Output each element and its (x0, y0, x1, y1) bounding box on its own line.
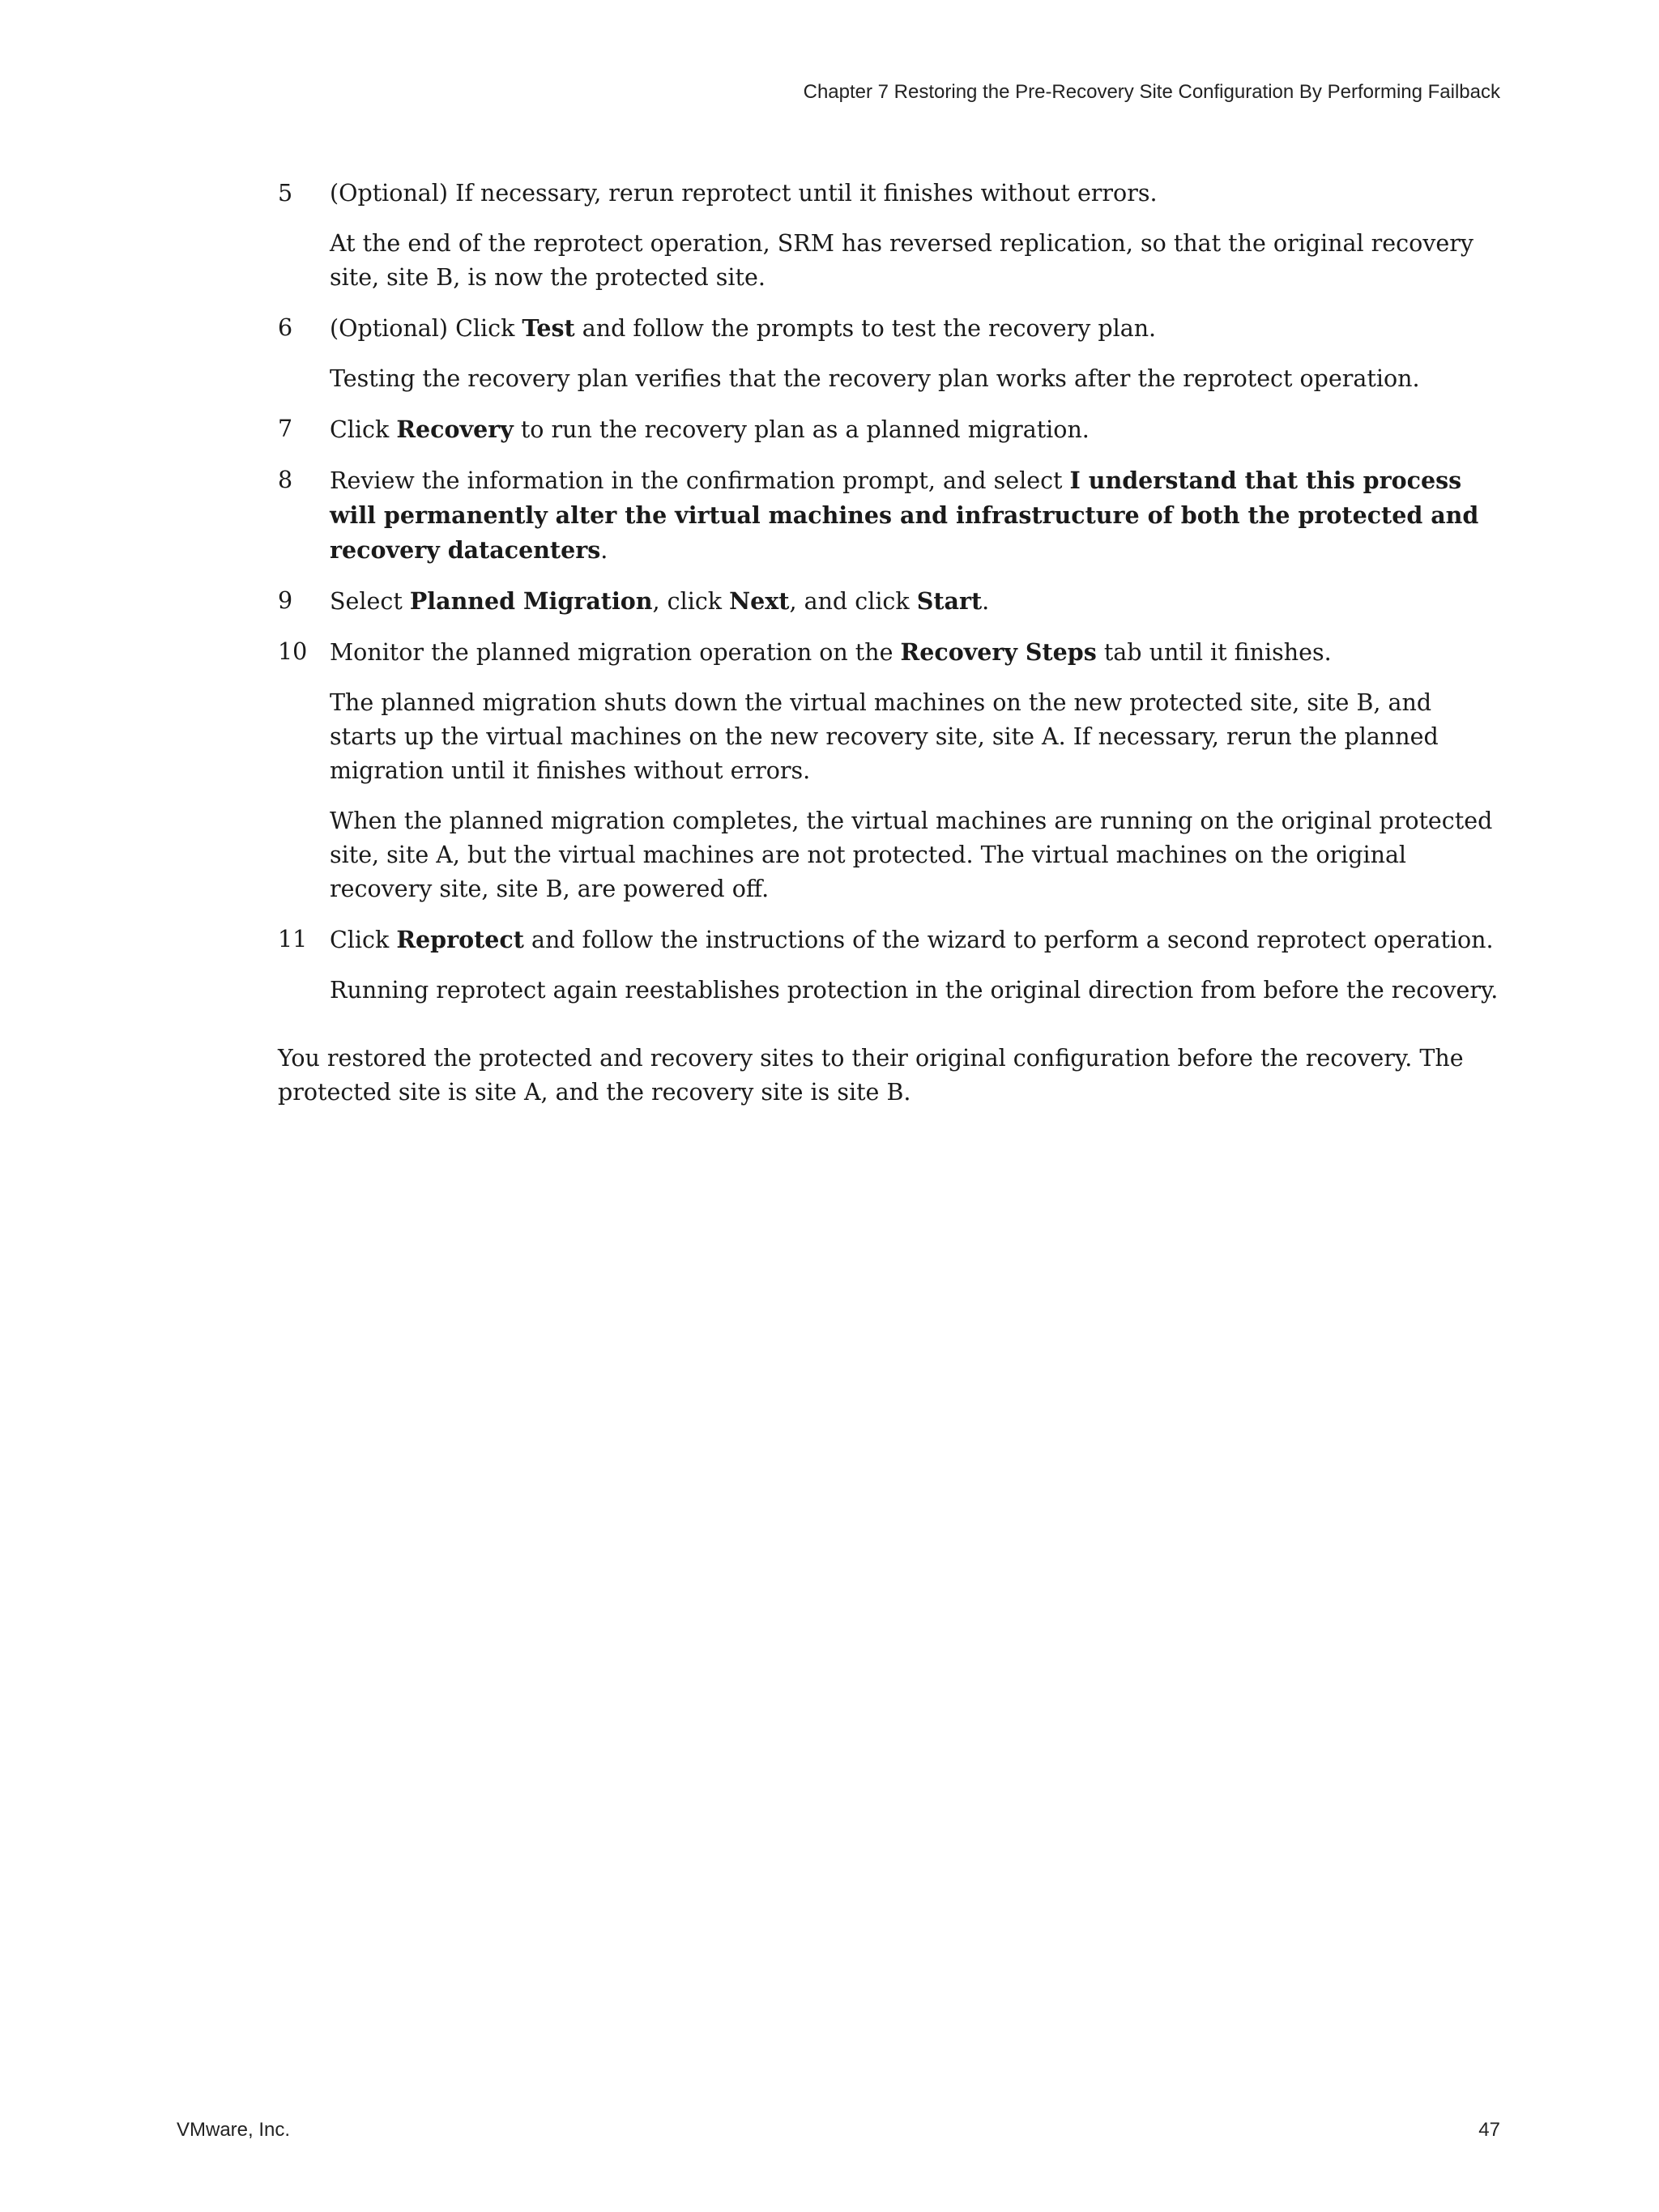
step-text: Monitor the planned migration operation on the Recovery Steps tab until it finishes. (330, 638, 1332, 666)
running-header: Chapter 7 Restoring the Pre-Recovery Site Configuration By Performing Failback (803, 81, 1500, 103)
step-number: 5 (278, 180, 293, 207)
step-8 (278, 463, 1501, 568)
summary-paragraph: You restored the protected and recovery sites to their original configuration before the recovery. The protected site is site A, and the recovery site is site B. (278, 1045, 1464, 1106)
step-number: 7 (278, 416, 293, 442)
step-result: At the end of the reprotect operation, SRM has reversed replication, so that the original recovery site, site B, is now the protected site. (330, 230, 1473, 291)
ui-label-reprotect: Reprotect (396, 926, 524, 953)
step-text: Select Planned Migration, click Next, and click Start. (330, 587, 990, 615)
step-text: (Optional) If necessary, rerun reprotect until it finishes without errors. (330, 180, 1158, 207)
step-result: Running reprotect again reestablishes protection in the original direction from before the recovery. (330, 977, 1499, 1004)
step-result: When the planned migration completes, the virtual machines are running on the original protected site, site A, but the virtual machines are not protected. The virtual machines on the original recovery site, site B, are powered off. (330, 808, 1493, 902)
step-7 (278, 412, 1501, 447)
procedure-content (278, 177, 1501, 1133)
step-number: 6 (278, 314, 293, 341)
step-10 (278, 635, 1501, 906)
step-result: Testing the recovery plan verifies that the recovery plan works after the reprotect operation. (330, 365, 1420, 392)
step-9 (278, 584, 1501, 619)
step-text: Click Recovery to run the recovery plan as a planned migration. (330, 416, 1090, 443)
ui-label-recovery: Recovery (396, 416, 514, 443)
step-number: 11 (278, 926, 308, 953)
step-text: Click Reprotect and follow the instructions of the wizard to perform a second reprotect operation. (330, 926, 1494, 953)
footer-company: VMware, Inc. (177, 2119, 291, 2141)
step-5 (278, 177, 1501, 295)
ui-label-confirmation: I understand that this process will permanently alter the virtual machines and infrastructure of both the protected and recovery datacenters (330, 467, 1479, 564)
step-result: The planned migration shuts down the virtual machines on the new protected site, site B, and starts up the virtual machines on the new recovery site, site A. If necessary, rerun the planned migration until it finishes without errors. (330, 689, 1439, 784)
ui-label-recovery-steps: Recovery Steps (900, 638, 1097, 666)
step-text: Review the information in the confirmation prompt, and select I understand that this process will permanently alter the virtual machines and infrastructure of both the protected and recovery datacenters. (330, 467, 1479, 564)
ui-label-next: Next (729, 587, 790, 615)
footer-page-number: 47 (1478, 2119, 1500, 2141)
ui-label-test: Test (522, 314, 575, 342)
ui-label-start: Start (916, 587, 983, 615)
step-number: 8 (278, 467, 293, 493)
step-11 (278, 923, 1501, 1008)
step-number: 10 (278, 638, 308, 665)
step-number: 9 (278, 587, 293, 614)
step-text: (Optional) Click Test and follow the prompts to test the recovery plan. (330, 314, 1157, 342)
step-6 (278, 311, 1501, 396)
ui-label-planned-migration: Planned Migration (409, 587, 653, 615)
